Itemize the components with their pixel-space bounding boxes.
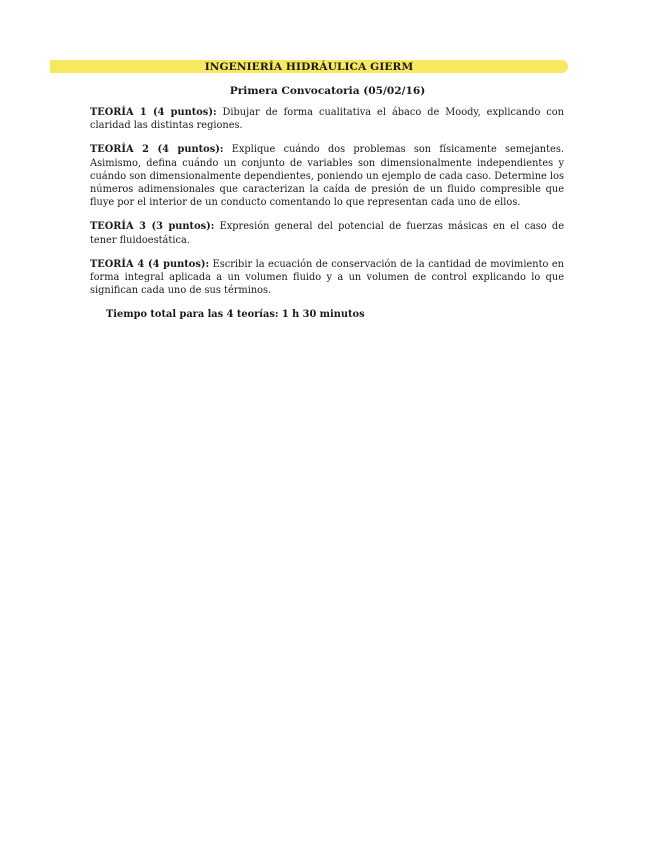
- question-heading: TEORÍA 4 (4 puntos):: [90, 258, 210, 270]
- exam-session-subtitle: Primera Convocatoria (05/02/16): [229, 85, 426, 97]
- question-heading: TEORÍA 1 (4 puntos):: [90, 107, 217, 118]
- title-banner: [50, 60, 568, 73]
- question-3: [90, 220, 564, 246]
- question-1: [90, 106, 564, 132]
- exam-content: [90, 106, 564, 322]
- document-title: INGENIERÍA HIDRÁULICA GIERM: [204, 61, 414, 73]
- question-text: Escribir la ecuación de conservación de la cantidad de movimiento en forma integral aplicada a un volumen fluido y a un volumen de control explicando lo que significan cada uno de sus términos.: [90, 258, 564, 297]
- question-text: Dibujar de forma cualitativa el ábaco de Moody, explicando con claridad las distintas regiones.: [90, 107, 564, 132]
- question-text: Explique cuándo dos problemas son físicamente semejantes. Asimismo, defina cuándo un conjunto de variables son dimensionalmente independientes y cuándo son dimensionalmente dependientes, poniendo un ejemplo de cada caso. Determine los números adimensionales que caracterizan la caída de presión de un fluido compresible que fluye por el interior de un conducto comentando lo que representan cada uno de ellos.: [90, 144, 564, 209]
- question-2: [90, 143, 564, 209]
- question-heading: TEORÍA 2 (4 puntos):: [90, 144, 224, 156]
- question-text: Expresión general del potencial de fuerzas másicas en el caso de tener fluidoestática.: [90, 221, 564, 246]
- question-4: [90, 258, 564, 298]
- total-time-note: Tiempo total para las 4 teorías: 1 h 30 minutos: [106, 309, 365, 321]
- question-heading: TEORÍA 3 (3 puntos):: [90, 221, 215, 233]
